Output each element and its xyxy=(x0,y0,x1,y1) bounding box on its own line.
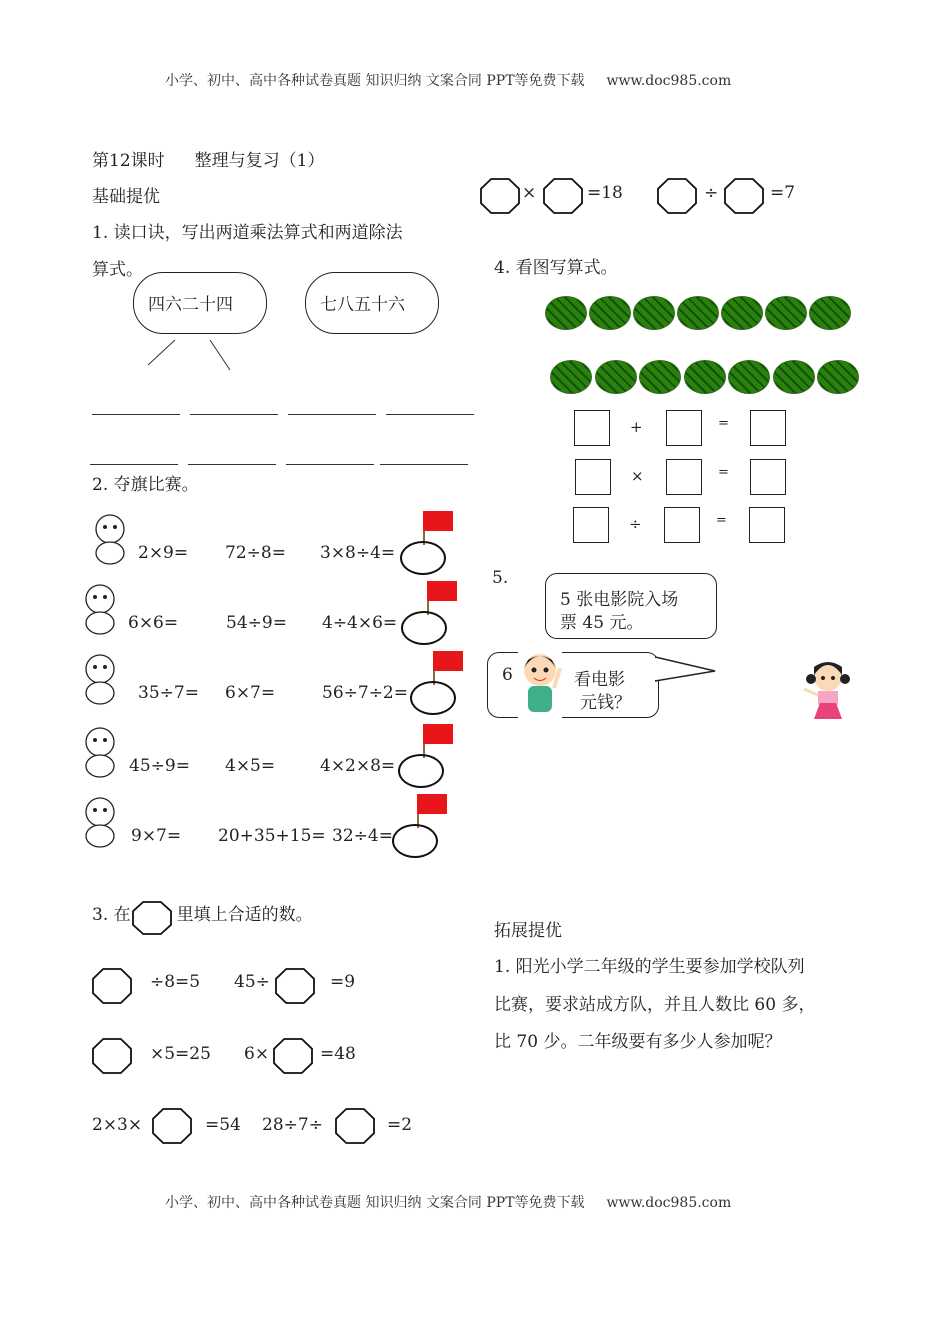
q3-title-post: 里填上合适的数。 xyxy=(176,905,313,925)
q3-item-5a: 2×3× xyxy=(92,1115,143,1135)
answer-box[interactable] xyxy=(750,459,786,495)
answer-box[interactable] xyxy=(575,459,611,495)
q3-item-2b: =9 xyxy=(330,972,356,992)
q3-item-6b: =2 xyxy=(387,1115,413,1135)
answer-octagon[interactable] xyxy=(273,1038,313,1074)
bear-icon xyxy=(70,790,126,850)
q3-item-4b: =48 xyxy=(320,1044,356,1064)
q3-item-5b: =54 xyxy=(205,1115,241,1135)
answer-box[interactable] xyxy=(666,459,702,495)
q1-line1: 1. 读口诀，写出两道乘法算式和两道除法 xyxy=(92,223,403,243)
answer-octagon[interactable] xyxy=(657,178,697,214)
eq1-result: =18 xyxy=(587,183,623,203)
watermelon-icon xyxy=(633,296,675,330)
girl-character-icon xyxy=(798,655,858,727)
eq2-result: =7 xyxy=(770,183,796,203)
watermelon-icon xyxy=(809,296,851,330)
bubble-tail-icon xyxy=(655,655,717,685)
answer-line[interactable] xyxy=(286,464,374,465)
equals-sign: = xyxy=(718,416,729,431)
watermelon-icon xyxy=(773,360,815,394)
answer-box[interactable] xyxy=(749,507,785,543)
answer-octagon[interactable] xyxy=(724,178,764,214)
eq1-op: × xyxy=(522,183,537,203)
q2-expression: 72÷8= xyxy=(225,543,286,563)
watermelon-icon xyxy=(595,360,637,394)
q3-item-6a: 28÷7÷ xyxy=(262,1115,323,1135)
lesson-title: 整理与复习（1） xyxy=(194,151,325,171)
equals-sign: = xyxy=(718,465,729,480)
ext1-line3: 比 70 少。二年级要有多少人参加呢？ xyxy=(494,1032,782,1052)
q2-expression: 3×8÷4= xyxy=(320,543,396,563)
ext1-line2: 比赛，要求站成方队，并且人数比 60 多， xyxy=(494,995,816,1015)
q2-expression: 35÷7= xyxy=(138,683,199,703)
answer-oval[interactable] xyxy=(401,611,447,645)
elephant-icon xyxy=(70,577,126,637)
answer-octagon[interactable] xyxy=(335,1108,375,1144)
section-basic: 基础提优 xyxy=(92,187,160,207)
lesson-heading xyxy=(92,146,324,171)
q2-expression: 45÷9= xyxy=(129,756,190,776)
rabbit-icon xyxy=(70,647,126,707)
q3-item-1: ÷8=5 xyxy=(150,972,201,992)
answer-octagon[interactable] xyxy=(152,1108,192,1144)
answer-oval[interactable] xyxy=(392,824,438,858)
answer-oval[interactable] xyxy=(398,754,444,788)
answer-line[interactable] xyxy=(190,414,278,415)
q2-expression: 56÷7÷2= xyxy=(322,683,408,703)
answer-line[interactable] xyxy=(288,414,376,415)
footer-site: www.doc985.com xyxy=(606,1195,732,1211)
ext1-line1: 1. 阳光小学二年级的学生要参加学校队列 xyxy=(494,957,805,977)
section-extension: 拓展提优 xyxy=(494,921,562,941)
octagon-example-icon[interactable] xyxy=(132,901,172,935)
operator: × xyxy=(631,467,644,485)
bee-icon xyxy=(70,720,126,780)
watermelon-icon xyxy=(550,360,592,394)
answer-box[interactable] xyxy=(666,410,702,446)
red-flag-icon xyxy=(433,651,463,671)
answer-octagon[interactable] xyxy=(92,1038,132,1074)
answer-box[interactable] xyxy=(750,410,786,446)
cloud-1-text: 四六二十四 xyxy=(148,295,233,315)
q4-title: 4. 看图写算式。 xyxy=(494,258,618,278)
answer-line[interactable] xyxy=(386,414,474,415)
lesson-number: 第12课时 xyxy=(92,151,165,171)
answer-octagon[interactable] xyxy=(275,968,315,1004)
watermelon-icon xyxy=(721,296,763,330)
cloud-2-text: 七八五十六 xyxy=(320,295,405,315)
q3-item-4a: 6× xyxy=(244,1044,270,1064)
watermelon-icon xyxy=(639,360,681,394)
q2-expression: 6×7= xyxy=(225,683,276,703)
bubble1-line1: 5 张电影院入场 xyxy=(560,590,679,610)
red-flag-icon xyxy=(423,511,453,531)
bubble2-line1: 看电影 xyxy=(574,670,625,690)
q1-line2: 算式。 xyxy=(92,260,143,280)
q2-expression: 4×5= xyxy=(225,756,276,776)
answer-oval[interactable] xyxy=(400,541,446,575)
answer-line[interactable] xyxy=(92,414,180,415)
header-site: www.doc985.com xyxy=(606,73,732,89)
answer-line[interactable] xyxy=(90,464,178,465)
red-flag-icon xyxy=(427,581,457,601)
page-footer xyxy=(165,1192,731,1212)
answer-box[interactable] xyxy=(664,507,700,543)
watermelon-icon xyxy=(677,296,719,330)
q3-item-3: ×5=25 xyxy=(150,1044,211,1064)
q5-number: 5. xyxy=(492,568,509,588)
bubble2-line2: 元钱？ xyxy=(580,693,631,713)
operator: ÷ xyxy=(629,515,642,533)
dog-icon xyxy=(80,507,136,567)
page-header xyxy=(165,70,731,90)
boy-character-icon xyxy=(510,648,570,720)
q3-title-pre: 3. 在 xyxy=(92,905,131,925)
q2-expression: 20+35+15= xyxy=(218,826,326,846)
q3-title xyxy=(92,900,313,925)
answer-line[interactable] xyxy=(380,464,468,465)
answer-box[interactable] xyxy=(574,410,610,446)
q2-expression: 4×2×8= xyxy=(320,756,396,776)
footer-text: 小学、初中、高中各种试卷真题 知识归纳 文案合同 PPT等免费下载 xyxy=(165,1195,585,1211)
answer-box[interactable] xyxy=(573,507,609,543)
operator: + xyxy=(630,418,643,436)
q2-expression: 32÷4= xyxy=(332,826,393,846)
q2-expression: 54÷9= xyxy=(226,613,287,633)
arrows-icon xyxy=(140,335,240,375)
q2-expression: 2×9= xyxy=(138,543,189,563)
answer-line[interactable] xyxy=(188,464,276,465)
bubble2-frag1: 6 xyxy=(502,665,513,685)
red-flag-icon xyxy=(417,794,447,814)
q3-item-2a: 45÷ xyxy=(234,972,270,992)
answer-octagon[interactable] xyxy=(92,968,132,1004)
red-flag-icon xyxy=(423,724,453,744)
q2-expression: 4÷4×6= xyxy=(322,613,398,633)
watermelon-icon xyxy=(728,360,770,394)
watermelon-icon xyxy=(545,296,587,330)
watermelon-icon xyxy=(817,360,859,394)
equals-sign: = xyxy=(716,513,727,528)
q2-expression: 6×6= xyxy=(128,613,179,633)
q2-title: 2. 夺旗比赛。 xyxy=(92,475,199,495)
bubble1-line2: 票 45 元。 xyxy=(560,613,644,633)
answer-octagon[interactable] xyxy=(480,178,520,214)
watermelon-icon xyxy=(765,296,807,330)
answer-octagon[interactable] xyxy=(543,178,583,214)
answer-oval[interactable] xyxy=(410,681,456,715)
watermelon-icon xyxy=(684,360,726,394)
header-text: 小学、初中、高中各种试卷真题 知识归纳 文案合同 PPT等免费下载 xyxy=(165,73,585,89)
q2-expression: 9×7= xyxy=(131,826,182,846)
eq2-op: ÷ xyxy=(704,183,719,203)
watermelon-icon xyxy=(589,296,631,330)
